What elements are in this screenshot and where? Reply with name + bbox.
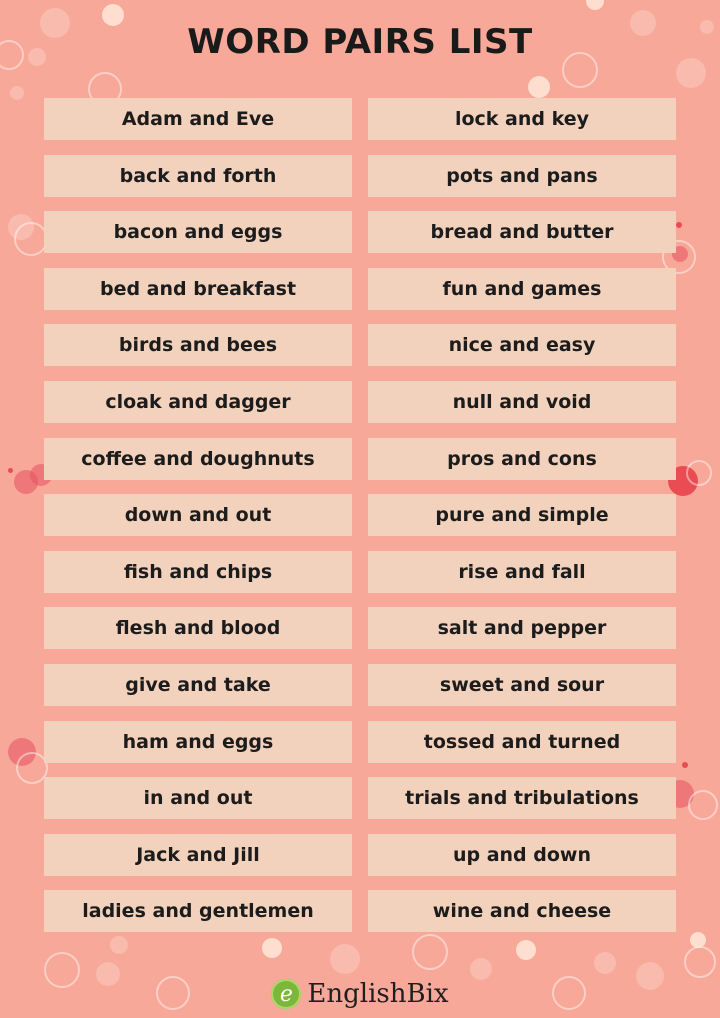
- word-pair-left: bacon and eggs: [44, 211, 352, 253]
- word-pair-right: nice and easy: [368, 324, 676, 366]
- word-pair-right: pots and pans: [368, 155, 676, 197]
- bubble: [682, 762, 688, 768]
- bubble: [10, 86, 24, 100]
- word-pair-left: Adam and Eve: [44, 98, 352, 140]
- bubble: [690, 932, 706, 948]
- word-pair-left: cloak and dagger: [44, 381, 352, 423]
- bubble: [528, 76, 550, 98]
- word-pair-right: sweet and sour: [368, 664, 676, 706]
- word-pair-left: bed and breakfast: [44, 268, 352, 310]
- brand-name: EnglishBix: [307, 979, 449, 1009]
- word-pair-left: in and out: [44, 777, 352, 819]
- word-pair-right: null and void: [368, 381, 676, 423]
- word-pair-right: trials and tribulations: [368, 777, 676, 819]
- page-title: WORD PAIRS LIST: [187, 22, 533, 62]
- word-pair-left: birds and bees: [44, 324, 352, 366]
- bubble: [676, 222, 682, 228]
- bubble: [594, 952, 616, 974]
- word-pair-left: ladies and gentlemen: [44, 890, 352, 932]
- word-pair-right: tossed and turned: [368, 721, 676, 763]
- word-pair-right: pros and cons: [368, 438, 676, 480]
- word-pair-left: down and out: [44, 494, 352, 536]
- word-pair-right: wine and cheese: [368, 890, 676, 932]
- word-pair-left: Jack and Jill: [44, 834, 352, 876]
- bubble: [330, 944, 360, 974]
- bubble: [8, 468, 13, 473]
- brand-logo-icon: e: [271, 979, 301, 1009]
- word-pairs-grid: [44, 98, 676, 947]
- word-pair-left: give and take: [44, 664, 352, 706]
- word-pair-right: fun and games: [368, 268, 676, 310]
- bubble: [8, 214, 34, 240]
- brand-footer: [0, 972, 720, 1016]
- bubble: [676, 58, 706, 88]
- word-pair-left: back and forth: [44, 155, 352, 197]
- word-pair-left: fish and chips: [44, 551, 352, 593]
- bubble: [586, 0, 604, 10]
- word-pair-right: salt and pepper: [368, 607, 676, 649]
- bubble: [688, 790, 718, 820]
- bubble: [686, 460, 712, 486]
- word-pair-right: up and down: [368, 834, 676, 876]
- word-pair-right: pure and simple: [368, 494, 676, 536]
- word-pair-left: flesh and blood: [44, 607, 352, 649]
- word-pair-left: coffee and doughnuts: [44, 438, 352, 480]
- word-pair-right: bread and butter: [368, 211, 676, 253]
- word-pair-right: lock and key: [368, 98, 676, 140]
- word-pair-left: ham and eggs: [44, 721, 352, 763]
- word-pair-right: rise and fall: [368, 551, 676, 593]
